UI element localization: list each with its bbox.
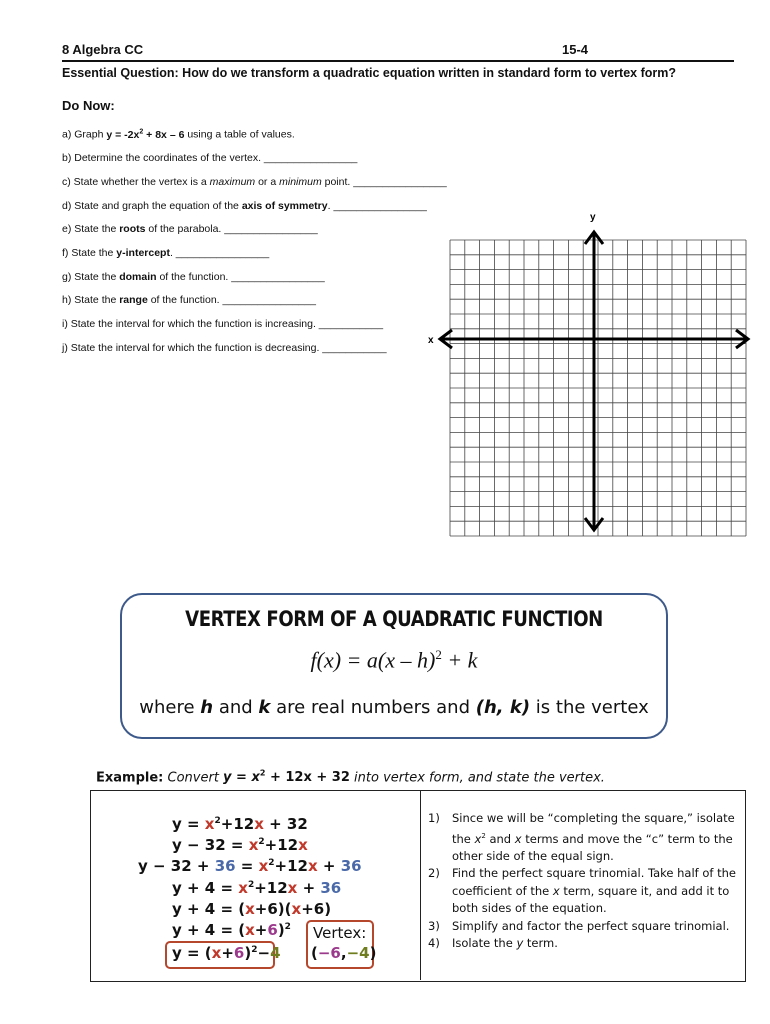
do-now-heading: Do Now:	[62, 98, 115, 113]
step-1: 1) Since we will be “completing the square,” isolate the $x^2$ and x terms and move the “c” term to the other side of the equal sign.	[428, 811, 735, 863]
step-2: 2) Find the perfect square trinomial. Take half of the coefficient of the x term, square it, and add it to both sides of the equation.	[428, 866, 736, 916]
question-e: e) State the roots of the parabola. ________________	[62, 223, 318, 235]
vertex-form-title: VERTEX FORM OF A QUADRATIC FUNCTION	[185, 607, 603, 631]
question-h: h) State the range of the function. ________________	[62, 294, 316, 306]
work-line-5: y + 4 = (x+6)(x+6)	[172, 900, 332, 918]
essential-question: Essential Question: How do we transform a quadratic equation written in standard form to vertex form?	[62, 66, 676, 80]
vertex-form-formula: f(x) = a(x – h)$^2$ + k	[310, 647, 478, 673]
work-line-2: $y - 32 = x^2+12x$	[172, 836, 308, 854]
y-axis-label: y	[590, 212, 596, 223]
x-axis-label: x	[428, 335, 434, 346]
question-g: g) State the domain of the function. ________________	[62, 271, 325, 283]
work-line-4: $y + 4 = x^2+12x + 36$	[172, 879, 342, 897]
question-j: j) State the interval for which the function is decreasing. ___________	[62, 342, 387, 354]
steps-list	[428, 810, 738, 953]
lesson-number: 15-4	[562, 42, 589, 57]
question-i: i) State the interval for which the function is increasing. ___________	[62, 318, 384, 330]
step-4: 4) Isolate the y term.	[428, 936, 558, 951]
vertex-value: (−6,−4)	[311, 944, 377, 962]
vertex-form-box	[120, 593, 668, 739]
example-prompt: Example: Convert $y = x^2 + 12x + 32$ into vertex form, and state the vertex.	[96, 769, 605, 786]
question-c: c) State whether the vertex is a maximum or a minimum point. ________________	[62, 176, 447, 188]
work-line-3: $y - 32 + 36 = x^2+12x + 36$	[138, 857, 362, 875]
course-title: 8 Algebra CC	[62, 42, 144, 57]
question-b: b) Determine the coordinates of the vertex. ________________	[62, 152, 358, 164]
step-3: 3) Simplify and factor the perfect square trinomial.	[428, 918, 730, 933]
coordinate-grid	[428, 210, 758, 540]
work-line-1: $y = x^2+12x + 32$	[172, 815, 308, 833]
vertex-label: Vertex:	[313, 924, 367, 942]
work-line-7: $y = (x+6)^2-4$	[172, 944, 281, 962]
question-f: f) State the y-intercept. ________________	[62, 247, 270, 259]
vertex-form-description: where h and k are real numbers and (h, k) is the vertex	[139, 697, 649, 718]
work-line-6: $y + 4 = (x+6)^2$	[172, 921, 291, 939]
example-divider	[420, 790, 421, 980]
question-d: d) State and graph the equation of the axis of symmetry. ________________	[62, 200, 427, 212]
header-rule	[62, 60, 734, 62]
question-a: a) Graph $y = -2x^2 + 8x - 6$ using a table of values.	[62, 128, 295, 141]
